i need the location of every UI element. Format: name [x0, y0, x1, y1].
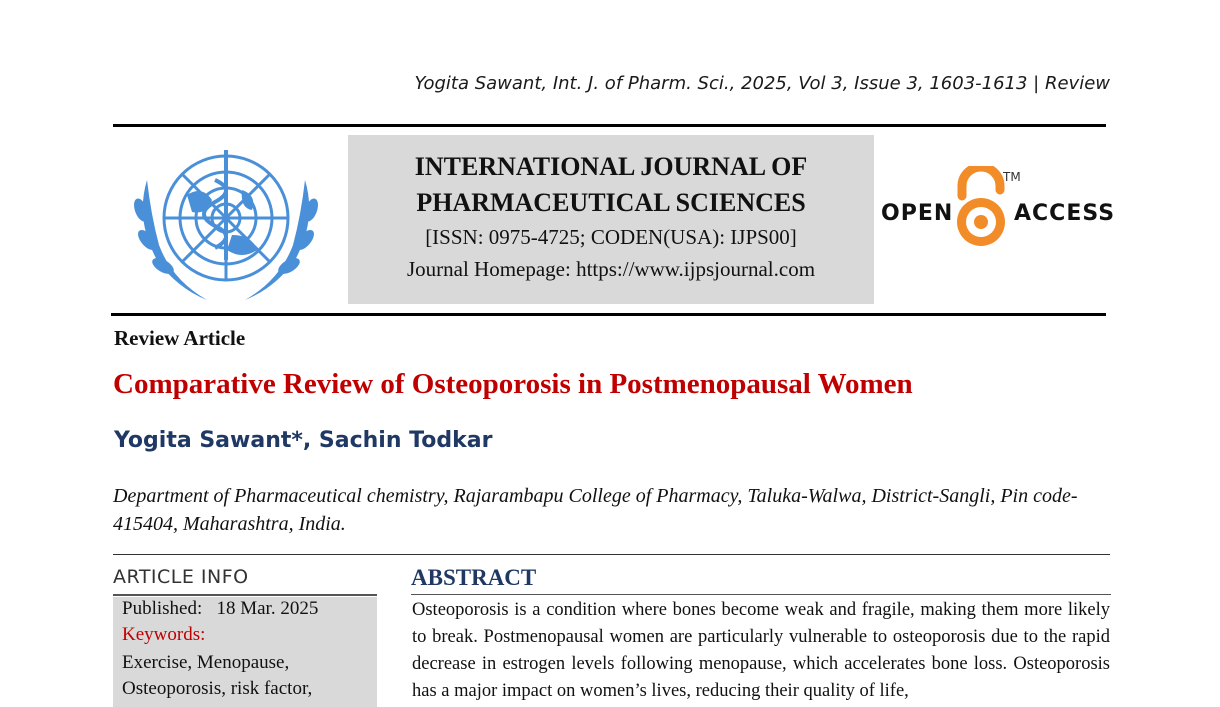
abstract-body — [412, 597, 1110, 705]
abstract-heading: ABSTRACT — [411, 565, 537, 590]
journal-issn: [ISSN: 0975-4725; CODEN(USA): IJPS00] — [425, 225, 797, 249]
article-title: Comparative Review of Osteoporosis in Postmenopausal Women — [113, 368, 913, 400]
un-emblem-icon — [127, 140, 325, 306]
keywords-label: Keywords: — [122, 624, 206, 645]
published-date: Published: 18 Mar. 2025 — [122, 598, 319, 619]
journal-homepage[interactable]: Journal Homepage: https://www.ijpsjournal.com — [406, 257, 816, 281]
article-type: Review Article — [114, 326, 246, 350]
open-access-lock-icon — [952, 166, 1010, 250]
trademark-symbol: TM — [1003, 170, 1021, 184]
affiliation: Department of Pharmaceutical chemistry, Rajarambapu College of Pharmacy, Taluka-Walwa, District-Sangli, Pin code-415404, Maharashtra, India. — [113, 485, 1078, 535]
section-divider — [113, 554, 1110, 555]
keywords-line-2: Osteoporosis, risk factor, — [122, 678, 313, 699]
article-info-heading: ARTICLE INFO — [113, 566, 249, 588]
open-access-access-text: ACCESS — [1014, 201, 1116, 226]
top-divider — [113, 124, 1106, 127]
citation-line: Yogita Sawant, Int. J. of Pharm. Sci., 2025, Vol 3, Issue 3, 1603-1613 | Review — [414, 73, 1110, 94]
keywords-line-1: Exercise, Menopause, — [122, 652, 290, 673]
author-list: Yogita Sawant*, Sachin Todkar — [114, 428, 493, 453]
abstract-paragraph: Osteoporosis is a condition where bones become weak and fragile, making them more likely to break. Postmenopausal women are particularly vulnerable to osteoporosis due to the rapid decrease in estrogen levels following menopause, which accelerates bone loss. Osteoporosis has a major impact on women’s lives, reducing their quality of life, — [412, 600, 1110, 701]
open-access-open-text: OPEN — [881, 201, 954, 226]
journal-name-line2: PHARMACEUTICAL SCIENCES — [416, 188, 806, 217]
masthead-divider — [111, 313, 1106, 316]
abstract-rule — [411, 594, 1111, 595]
journal-masthead — [348, 135, 874, 304]
journal-name-line1: INTERNATIONAL JOURNAL OF — [414, 152, 808, 181]
article-info-rule — [113, 594, 377, 596]
